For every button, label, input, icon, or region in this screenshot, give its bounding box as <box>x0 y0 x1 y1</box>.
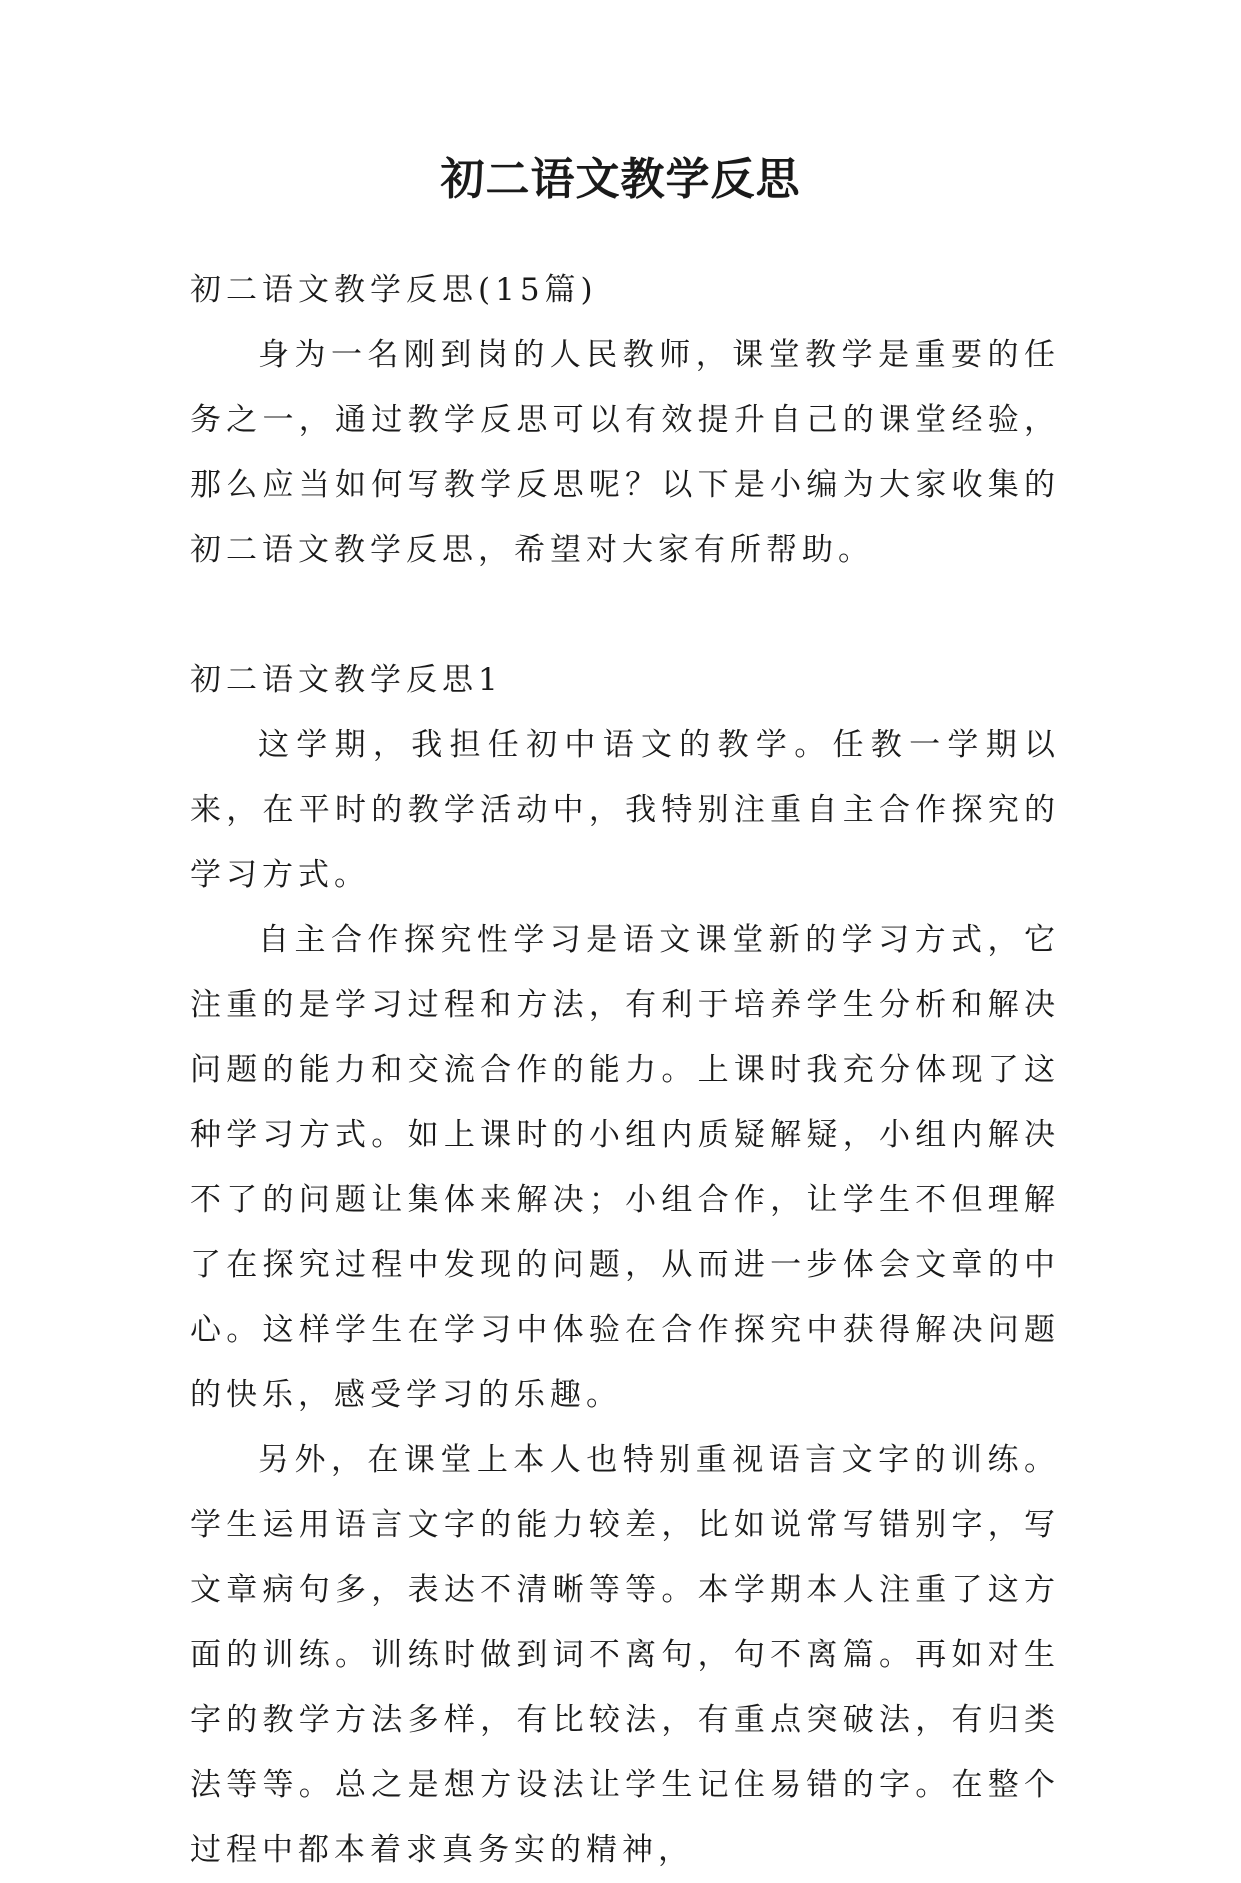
body-paragraph: 另外，在课堂上本人也特别重视语言文字的训练。学生运用语言文字的能力较差，比如说常写错别字，写文章病句多，表达不清晰等等。本学期本人注重了这方面的训练。训练时做到词不离句，句不离篇。再如对生字的教学方法多样，有比较法，有重点突破法，有归类法等等。总之是想方设法让学生记住易错的字。在整个过程中都本着求真务实的精神， <box>190 1442 1060 1868</box>
section-spacer <box>190 583 1060 648</box>
document-subtitle: 初二语文教学反思(15篇) <box>190 272 598 308</box>
body-paragraph: 自主合作探究性学习是语文课堂新的学习方式，它注重的是学习过程和方法，有利于培养学生分析和解决问题的能力和交流合作的能力。上课时我充分体现了这种学习方式。如上课时的小组内质疑解疑，小组内解决不了的问题让集体来解决；小组合作，让学生不但理解了在探究过程中发现的问题，从而进一步体会文章的中心。这样学生在学习中体验在合作探究中获得解决问题的快乐，感受学习的乐趣。 <box>190 922 1060 1413</box>
document-title: 初二语文教学反思 <box>440 154 801 205</box>
section-heading: 初二语文教学反思1 <box>190 662 503 698</box>
document-body <box>190 258 1060 1883</box>
intro-paragraph: 身为一名刚到岗的人民教师，课堂教学是重要的任务之一，通过教学反思可以有效提升自己的课堂经验，那么应当如何写教学反思呢？以下是小编为大家收集的初二语文教学反思，希望对大家有所帮助。 <box>190 337 1060 568</box>
body-paragraph: 这学期，我担任初中语文的教学。任教一学期以来，在平时的教学活动中，我特别注重自主合作探究的学习方式。 <box>190 727 1060 893</box>
